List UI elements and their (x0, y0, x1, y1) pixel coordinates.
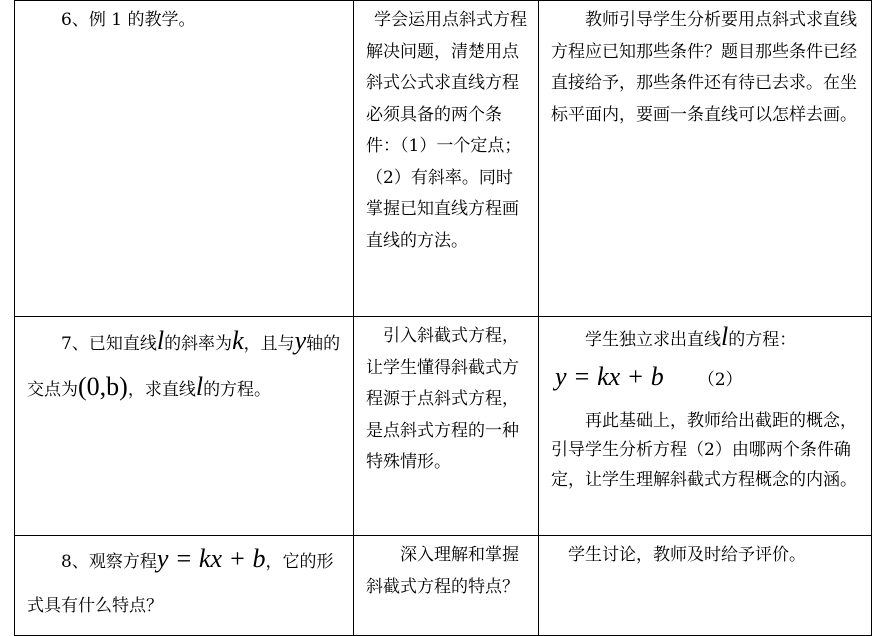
step-text: 6、例 1 的教学。 (61, 10, 196, 30)
purpose-text: 深入理解和掌握斜截式方程的特点？ (366, 545, 519, 597)
equation: y = kx + b (156, 544, 266, 573)
step-cell (15, 317, 354, 536)
activity-text: 学生讨论，教师及时给予评价。 (568, 545, 806, 565)
math-symbol-y: y (294, 326, 307, 355)
table-row (15, 1, 872, 317)
step-text-part: ，且与 (243, 334, 295, 354)
step-text (27, 540, 343, 628)
lesson-plan-table (14, 0, 872, 636)
activity-text: 再此基础上，教师给出截距的概念，引导学生分析方程（2）由哪两个条件确定，让学生理解斜截式方程概念的内涵。 (551, 410, 857, 490)
purpose-cell (354, 1, 539, 317)
activity-text-part: 学生独立求出直线 (585, 330, 721, 350)
math-symbol-l: l (195, 372, 204, 401)
step-cell (15, 536, 354, 636)
math-point: (0,b) (78, 372, 128, 401)
activity-intro (551, 321, 861, 357)
activity-cell (539, 317, 872, 536)
equation: y = kx + b (555, 361, 664, 391)
step-text-part: 轴的交点为 (27, 334, 341, 400)
activity-cell (539, 1, 872, 317)
purpose-text: 学会运用点斜式方程解决问题，清楚用点斜式公式求直线方程必须具备的两个条件：（1）一个定点；（2）有斜率。同时掌握已知直线方程画直线的方法。 (366, 10, 527, 251)
table-row (15, 317, 872, 536)
purpose-cell (354, 317, 539, 536)
step-text-part: 的斜率为 (164, 334, 233, 354)
step-text-part: ，求直线 (127, 380, 196, 400)
step-text (27, 321, 343, 413)
activity-cell (539, 536, 872, 636)
table-row (15, 536, 872, 636)
purpose-cell (354, 536, 539, 636)
activity-text-part: 的方程： (728, 330, 797, 350)
step-text-part: 8、观察方程 (61, 552, 157, 572)
math-symbol-l: l (156, 326, 165, 355)
step-text-part: ，它的形式具有什么特点？ (27, 552, 334, 616)
math-symbol-k: k (232, 326, 244, 355)
equation-line (551, 361, 861, 397)
purpose-text: 引入斜截式方程，让学生懂得斜截式方程源于点斜式方程，是点斜式方程的一种特殊情形。 (366, 326, 519, 472)
step-text-part: 的方程。 (203, 380, 272, 400)
step-text-part: 7、已知直线 (61, 334, 157, 354)
activity-text: 教师引导学生分析要用点斜式求直线方程应已知那些条件？题目那些条件已经直接给予，那些条件还有待已去求。在坐标平面内，要画一条直线可以怎样去画。 (551, 10, 857, 125)
math-symbol-l: l (721, 322, 729, 351)
step-cell (15, 1, 354, 317)
equation-tag: （2） (697, 369, 743, 390)
